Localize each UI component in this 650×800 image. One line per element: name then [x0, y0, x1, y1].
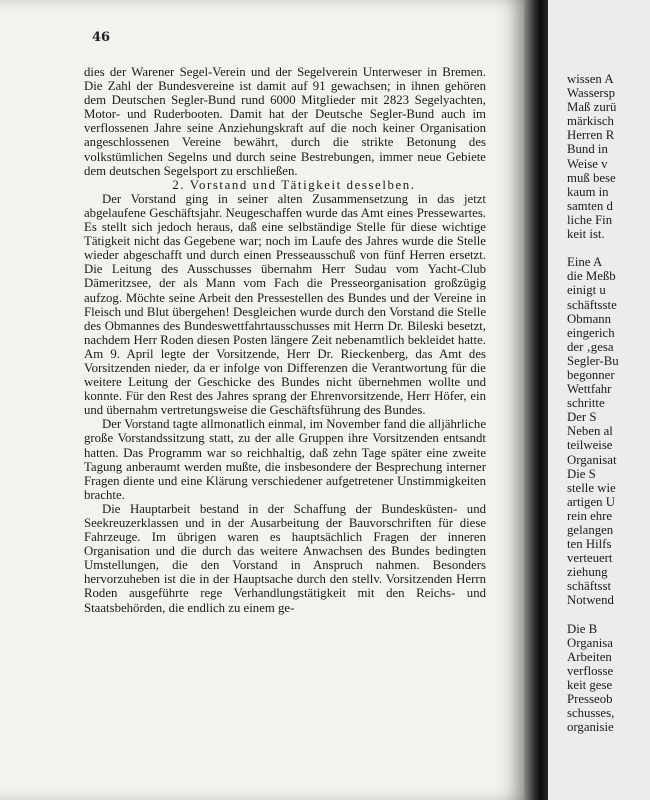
right-page-line: Wassersp: [567, 86, 616, 101]
right-page-line: samten d: [567, 198, 613, 213]
right-page-line: Wettfahr: [567, 382, 612, 397]
right-page-line: Segler-Bu: [567, 353, 619, 368]
right-page-line: märkisch: [567, 114, 614, 129]
right-page-line: liche Fin: [567, 212, 613, 227]
right-page-line: Organisa: [567, 635, 613, 650]
right-page-line: muß bese: [567, 170, 616, 185]
right-page-line: ten Hilfs: [567, 537, 612, 552]
right-page-line: verflosse: [567, 663, 614, 678]
right-page-text: [567, 72, 650, 734]
right-page-line: stelle wie: [567, 480, 616, 495]
right-page-line: Bund in: [567, 142, 608, 157]
right-page-line: teilweise: [567, 438, 613, 453]
page-number: 46: [92, 30, 111, 45]
right-page-line: ziehung: [567, 565, 608, 580]
right-page-line: gelangen: [567, 523, 614, 537]
right-page-line: organisie: [567, 720, 614, 735]
right-page-line: einigt u: [567, 283, 606, 298]
right-page-line: schäftsst: [567, 579, 612, 594]
paragraph-3: Der Vorstand tagte allmonatlich einmal, im November fand die alljährliche große Vorstandssitzung statt, zu der alle Gruppen ihre Vorsitzenden entsandt hatten. Das Programm war so reichhaltig, daß zehn Tage später eine zweite Tagung anberaumt werden mußte, die insbesondere der Besprechung interner Fragen diente und eine Klärung verschiedener aufgetretener Unstimmigkeiten brachte.: [84, 417, 486, 502]
right-page-line: verteuert: [567, 551, 613, 566]
right-block-1: [567, 72, 650, 241]
right-page-line: eingerich: [567, 325, 615, 340]
right-page-line: die Meßb: [567, 269, 616, 284]
right-page-line: Neben al: [567, 424, 613, 439]
right-page-line: Organisat: [567, 452, 617, 467]
right-page-line: Arbeiten: [567, 649, 612, 664]
right-page-line: Maß zurü: [567, 100, 617, 115]
right-page-line: artigen U: [567, 494, 615, 509]
right-page-line: Die B: [567, 621, 598, 636]
right-page-line: rein ehre: [567, 508, 613, 523]
right-page-line: schusses,: [567, 706, 615, 721]
right-page-line: Obmann: [567, 311, 612, 326]
right-page-line: schäftsste: [567, 297, 617, 312]
paragraph-4: Die Hauptarbeit bestand in der Schaffung der Bundesküsten- und Seekreuzerklassen und in der Ausarbeitung der Bauvorschriften für diese Fahrzeuge. Im übrigen waren es hauptsächlich Fragen der inneren Organisation und die durch das weitere Anwachsen des Bundes bedingten Umstellungen, die den Vorstand in Anspruch nahmen. Besonders hervorzuheben ist die in der Hauptsache durch den stellv. Vorsitzenden Herrn Roden ausgeführte rege Verhandlungstätigkeit mit den Reichs- und Staatsbehörden, die endlich zu einem ge-: [84, 501, 486, 615]
right-page-line: keit ist.: [567, 227, 605, 242]
right-page-line: begonner: [567, 367, 615, 382]
section-heading: 2. Vorstand und Tätigkeit desselben.: [172, 177, 416, 192]
right-page-line: schritte: [567, 396, 605, 411]
paragraph-1: dies der Warener Segel-Verein und der Segelverein Unterweser in Bremen. Die Zahl der Bundesvereine ist damit auf 91 gewachsen; in ihnen gehören dem Deutschen Segler-Bund rund 6000 Mitglieder mit 2823 Segelyachten, Motor- und Ruderbooten. Damit hat der Deutsche Segler-Bund auch im verflossenen Jahre seine Anziehungskraft auf die noch keiner Organisation angeschlossenen Vereine bewährt, durch die strikte Betonung des volkstümlichen Segelns und durch seine Bestrebungen, immer neue Gebiete dem deutschen Segelsport zu erschließen.: [84, 65, 486, 178]
right-page-line: Herren R: [567, 128, 615, 143]
right-page-line: Der S: [567, 410, 597, 425]
right-page-line: der ‚gesa: [567, 339, 614, 354]
right-page-line: Presseob: [567, 692, 613, 707]
right-page-line: Die S: [567, 466, 596, 481]
right-page-line: keit gese: [567, 678, 613, 693]
paragraph-2: Der Vorstand ging in seiner alten Zusammensetzung in das jetzt abgelaufene Geschäftsjahr. Neugeschaffen wurde das Amt eines Pressewartes. Es stellt sich jedoch heraus, daß eine selbständige Stelle für diese wichtige Tätigkeit nicht das Gegebene war; noch im Laufe des Jahres wurde die Stelle wieder abgeschafft und durch einen Presseausschuß von fünf Herren ersetzt. Die Leitung des Ausschusses übernahm Herr Sudau vom Yacht-Club Dämeritzsee, der als Mann vom Fach die Presseorganisation großzügig aufzog. Möchte seine Arbeit den Pressestellen des Bundes und der Vereine in Fleisch und Blut übergehen! Desgleichen wurde durch den Vorstand die Stelle des Obmannes des Bundeswettfahrtausschusses mit Herrn Dr. Bileski besetzt, nachdem Herr Roden diesen Posten längere Zeit nebenamtlich bekleidet hatte. Am 9. April legte der Vorsitzende, Herr Dr. Rieckenberg, das Amt des Vorsitzenden nieder, da er infolge von Differenzen die Verantwortung für die weitere Leitung der Geschicke des Bundes nicht übernehmen wollte und konnte. Für den Rest des Jahres sprang der Ehrenvorsitzende, Herr Höfer, ein und übernahm vertretungsweise die Geschäftsführung des Bundes.: [84, 191, 486, 418]
right-page-line: kaum in: [567, 184, 609, 199]
right-block-3: [567, 622, 650, 735]
right-page-line: Eine A: [567, 255, 603, 270]
right-page-line: Notwend: [567, 593, 614, 608]
right-page-line: Weise v: [567, 156, 608, 171]
right-block-2: [567, 255, 650, 607]
left-page-text: [84, 65, 486, 615]
right-page-line: wissen A: [567, 72, 614, 86]
